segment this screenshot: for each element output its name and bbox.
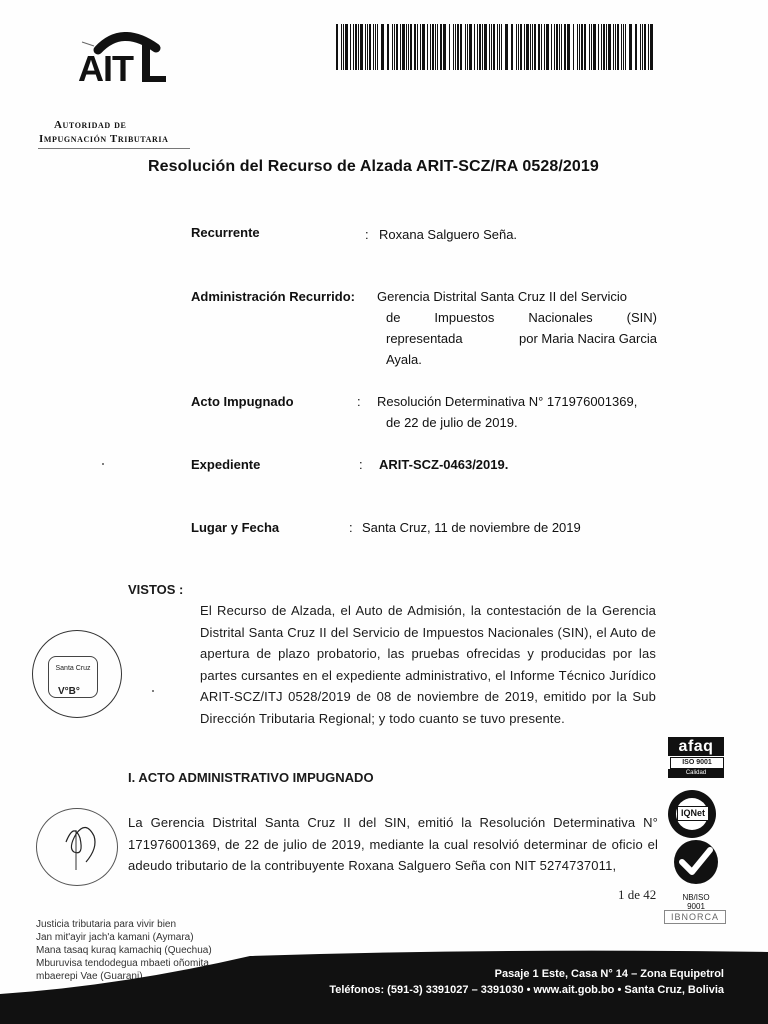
acto-line: de 22 de julio de 2019. (386, 415, 518, 430)
administracion-line: de Impuestos Nacionales (SIN) (386, 310, 657, 325)
barcode-bar (355, 24, 357, 70)
barcode-bar (642, 24, 643, 70)
barcode-bar (440, 24, 442, 70)
ibnorca-logo: IBNORCA (664, 910, 726, 924)
iqnet-logo: IQNet (677, 806, 709, 821)
barcode-bar (581, 24, 583, 70)
barcode-bar (608, 24, 611, 70)
barcode-bar (650, 24, 653, 70)
seal-vb-mark: V°B° (58, 686, 80, 697)
lugar-value: Santa Cruz, 11 de noviembre de 2019 (362, 520, 581, 535)
barcode-bar (469, 24, 472, 70)
motto-line: mbaerepi Vae (Guarani) (36, 971, 143, 982)
vistos-paragraph: El Recurso de Alzada, el Auto de Admisión, la contestación de la Gerencia Distrital Santa Cruz II del Servicio de Impuestos Nacionales (SIN), el Auto de apertura de plazo probatorio, las pruebas ofrecidas y producidas por las partes cursantes en el expediente administrativo, el Informe Técnico Jurídico ARIT-SCZ/ITJ 0528/2019 de 08 de noviembre de 2019, emitido por la Sub Dirección Tributaria Regional; y todo cuanto se tuvo presente. (200, 603, 656, 726)
page-number: 1 de 42 (618, 887, 657, 902)
section-heading: I. ACTO ADMINISTRATIVO IMPUGNADO (128, 770, 374, 785)
signature-scribble (46, 812, 116, 882)
barcode-bar (358, 24, 359, 70)
barcode-bar (584, 24, 586, 70)
colon: : (349, 520, 353, 535)
barcode-bar (410, 24, 412, 70)
barcode-bar (491, 24, 492, 70)
barcode-bar (606, 24, 607, 70)
afaq-iso-label: ISO 9001 (670, 757, 724, 769)
barcode-bar (625, 24, 626, 70)
barcode-bar (520, 24, 522, 70)
barcode-bar (460, 24, 462, 70)
footer-address: Pasaje 1 Este, Casa N° 14 – Zona Equipetrol (494, 968, 724, 980)
barcode-bar (564, 24, 566, 70)
motto-line: Mana tasaq kuraq kamachiq (Quechua) (36, 945, 212, 956)
colon: : (357, 394, 361, 409)
barcode-bar (621, 24, 622, 70)
barcode-bar (369, 24, 371, 70)
barcode-bar (479, 24, 481, 70)
barcode-bar (474, 24, 475, 70)
barcode-bar (598, 24, 599, 70)
lugar-label: Lugar y Fecha (191, 520, 280, 535)
footer-contact: Teléfonos: (591-3) 3391027 – 3391030 • www.ait.gob.bo • Santa Cruz, Bolivia (329, 984, 724, 996)
barcode-bar (499, 24, 500, 70)
barcode-bar (524, 24, 525, 70)
barcode-bar (567, 24, 570, 70)
barcode-bar (387, 24, 389, 70)
afaq-logo: afaq (668, 737, 724, 756)
barcode-bar (406, 24, 407, 70)
nb-iso-line: 9001 (687, 902, 705, 911)
barcode-bar (489, 24, 490, 70)
barcode-bar (497, 24, 498, 70)
barcode-bar (617, 24, 619, 70)
colon: : (359, 457, 363, 472)
barcode-bar (511, 24, 513, 70)
barcode-bar (345, 24, 348, 70)
barcode-bar (350, 24, 351, 70)
barcode-bar (402, 24, 405, 70)
barcode-bar (601, 24, 602, 70)
barcode-bar (526, 24, 529, 70)
seal-text: Santa Cruz (55, 665, 91, 672)
barcode-bar (381, 24, 384, 70)
barcode-bar (377, 24, 378, 70)
afaq-quality-label: Calidad (668, 769, 724, 778)
barcode-bar (534, 24, 536, 70)
administracion-value (377, 286, 657, 370)
barcode-bar (467, 24, 468, 70)
barcode-bar (373, 24, 374, 70)
barcode-bar (341, 24, 342, 70)
barcode-bar (635, 24, 637, 70)
barcode-bar (365, 24, 366, 70)
barcode-bar (360, 24, 363, 70)
barcode-bar (629, 24, 632, 70)
section-paragraph: La Gerencia Distrital Santa Cruz II del SIN, emitió la Resolución Determinativa N° 171976001369, de 22 de julio de 2019, mediante la cual resolvió determinar de oficio el adeudo tributario de la contribuyente Roxana Salguero Seña con NIT 5274737011, (128, 815, 658, 873)
barcode-bar (613, 24, 614, 70)
barcode-bar (544, 24, 545, 70)
barcode-bar (556, 24, 558, 70)
barcode-bar (427, 24, 428, 70)
header-divider (38, 148, 190, 149)
colon: : (365, 227, 369, 242)
barcode-bar (541, 24, 542, 70)
acto-label: Acto Impugnado (191, 394, 294, 409)
motto-line: Jan mit'ayir jach'a kamani (Aymara) (36, 932, 194, 943)
barcode-bar (394, 24, 395, 70)
barcode-bar (435, 24, 436, 70)
acto-value (377, 391, 661, 433)
barcode-bar (644, 24, 646, 70)
barcode-bar (505, 24, 508, 70)
barcode-bar (336, 24, 338, 70)
barcode-bar (554, 24, 555, 70)
barcode-bar (603, 24, 605, 70)
barcode-bar (577, 24, 578, 70)
barcode-bar (623, 24, 624, 70)
barcode-bar (375, 24, 376, 70)
barcode-bar (457, 24, 459, 70)
document-title: Resolución del Recurso de Alzada ARIT-SCZ/RA 0528/2019 (148, 158, 599, 175)
barcode-bar (343, 24, 344, 70)
barcode-bar (420, 24, 421, 70)
nb-iso-checkmark-icon (668, 836, 724, 888)
barcode-bar (591, 24, 592, 70)
barcode-bar (396, 24, 398, 70)
expediente-label: Expediente (191, 457, 261, 472)
barcode-bar (551, 24, 552, 70)
recurrente-value: Roxana Salguero Seña. (379, 227, 518, 242)
administracion-line: Ayala. (386, 352, 422, 367)
barcode-bar (455, 24, 456, 70)
barcode-bar (530, 24, 531, 70)
scan-speck (152, 690, 154, 692)
barcode-bar (589, 24, 590, 70)
barcode-bar (518, 24, 519, 70)
org-name-line2: Impugnación Tributaria (39, 133, 169, 145)
barcode-bar (538, 24, 540, 70)
barcode-bar (477, 24, 478, 70)
administracion-line: representada por Maria Nacira Garcia (386, 331, 657, 346)
barcode-bar (432, 24, 434, 70)
motto-line: Mburuvisa tendodegua mbaeti oñomita (36, 958, 209, 969)
logo-text: AIT (78, 48, 133, 89)
barcode-bar (414, 24, 416, 70)
barcode-bar (648, 24, 649, 70)
motto-line: Justicia tributaria para vivir bien (36, 919, 177, 930)
barcode-bar (561, 24, 562, 70)
org-name-line1: Autoridad de (54, 119, 127, 131)
barcode-bar (579, 24, 580, 70)
barcode-bar (516, 24, 517, 70)
barcode-bar (443, 24, 446, 70)
nb-iso-label (670, 893, 722, 911)
barcode-bar (482, 24, 483, 70)
recurrente-label: Recurrente (191, 225, 260, 240)
barcode-bar (615, 24, 616, 70)
nb-iso-line: NB/ISO (682, 893, 710, 902)
expediente-value: ARIT-SCZ-0463/2019. (379, 457, 509, 472)
barcode-bar (453, 24, 454, 70)
barcode-bar (593, 24, 596, 70)
barcode-bar (437, 24, 438, 70)
barcode-bar (367, 24, 368, 70)
barcode-bar (417, 24, 418, 70)
barcode-bar (408, 24, 409, 70)
barcode-bar (546, 24, 549, 70)
barcode-bar (532, 24, 533, 70)
barcode-bar (430, 24, 431, 70)
barcode-bar (484, 24, 487, 70)
barcode (336, 24, 658, 70)
barcode-bar (465, 24, 466, 70)
acto-line: Resolución Determinativa N° 171976001369, (377, 394, 638, 409)
barcode-bar (353, 24, 354, 70)
barcode-bar (392, 24, 393, 70)
barcode-bar (493, 24, 495, 70)
barcode-bar (573, 24, 574, 70)
barcode-bar (640, 24, 641, 70)
vistos-label: VISTOS : (128, 582, 184, 597)
scan-speck (102, 463, 104, 465)
barcode-bar (449, 24, 450, 70)
barcode-bar (422, 24, 425, 70)
barcode-bar (559, 24, 560, 70)
barcode-bar (400, 24, 401, 70)
administracion-line: Gerencia Distrital Santa Cruz II del Servicio (377, 289, 627, 304)
administracion-label: Administración Recurrido: (191, 289, 355, 304)
barcode-bar (501, 24, 502, 70)
